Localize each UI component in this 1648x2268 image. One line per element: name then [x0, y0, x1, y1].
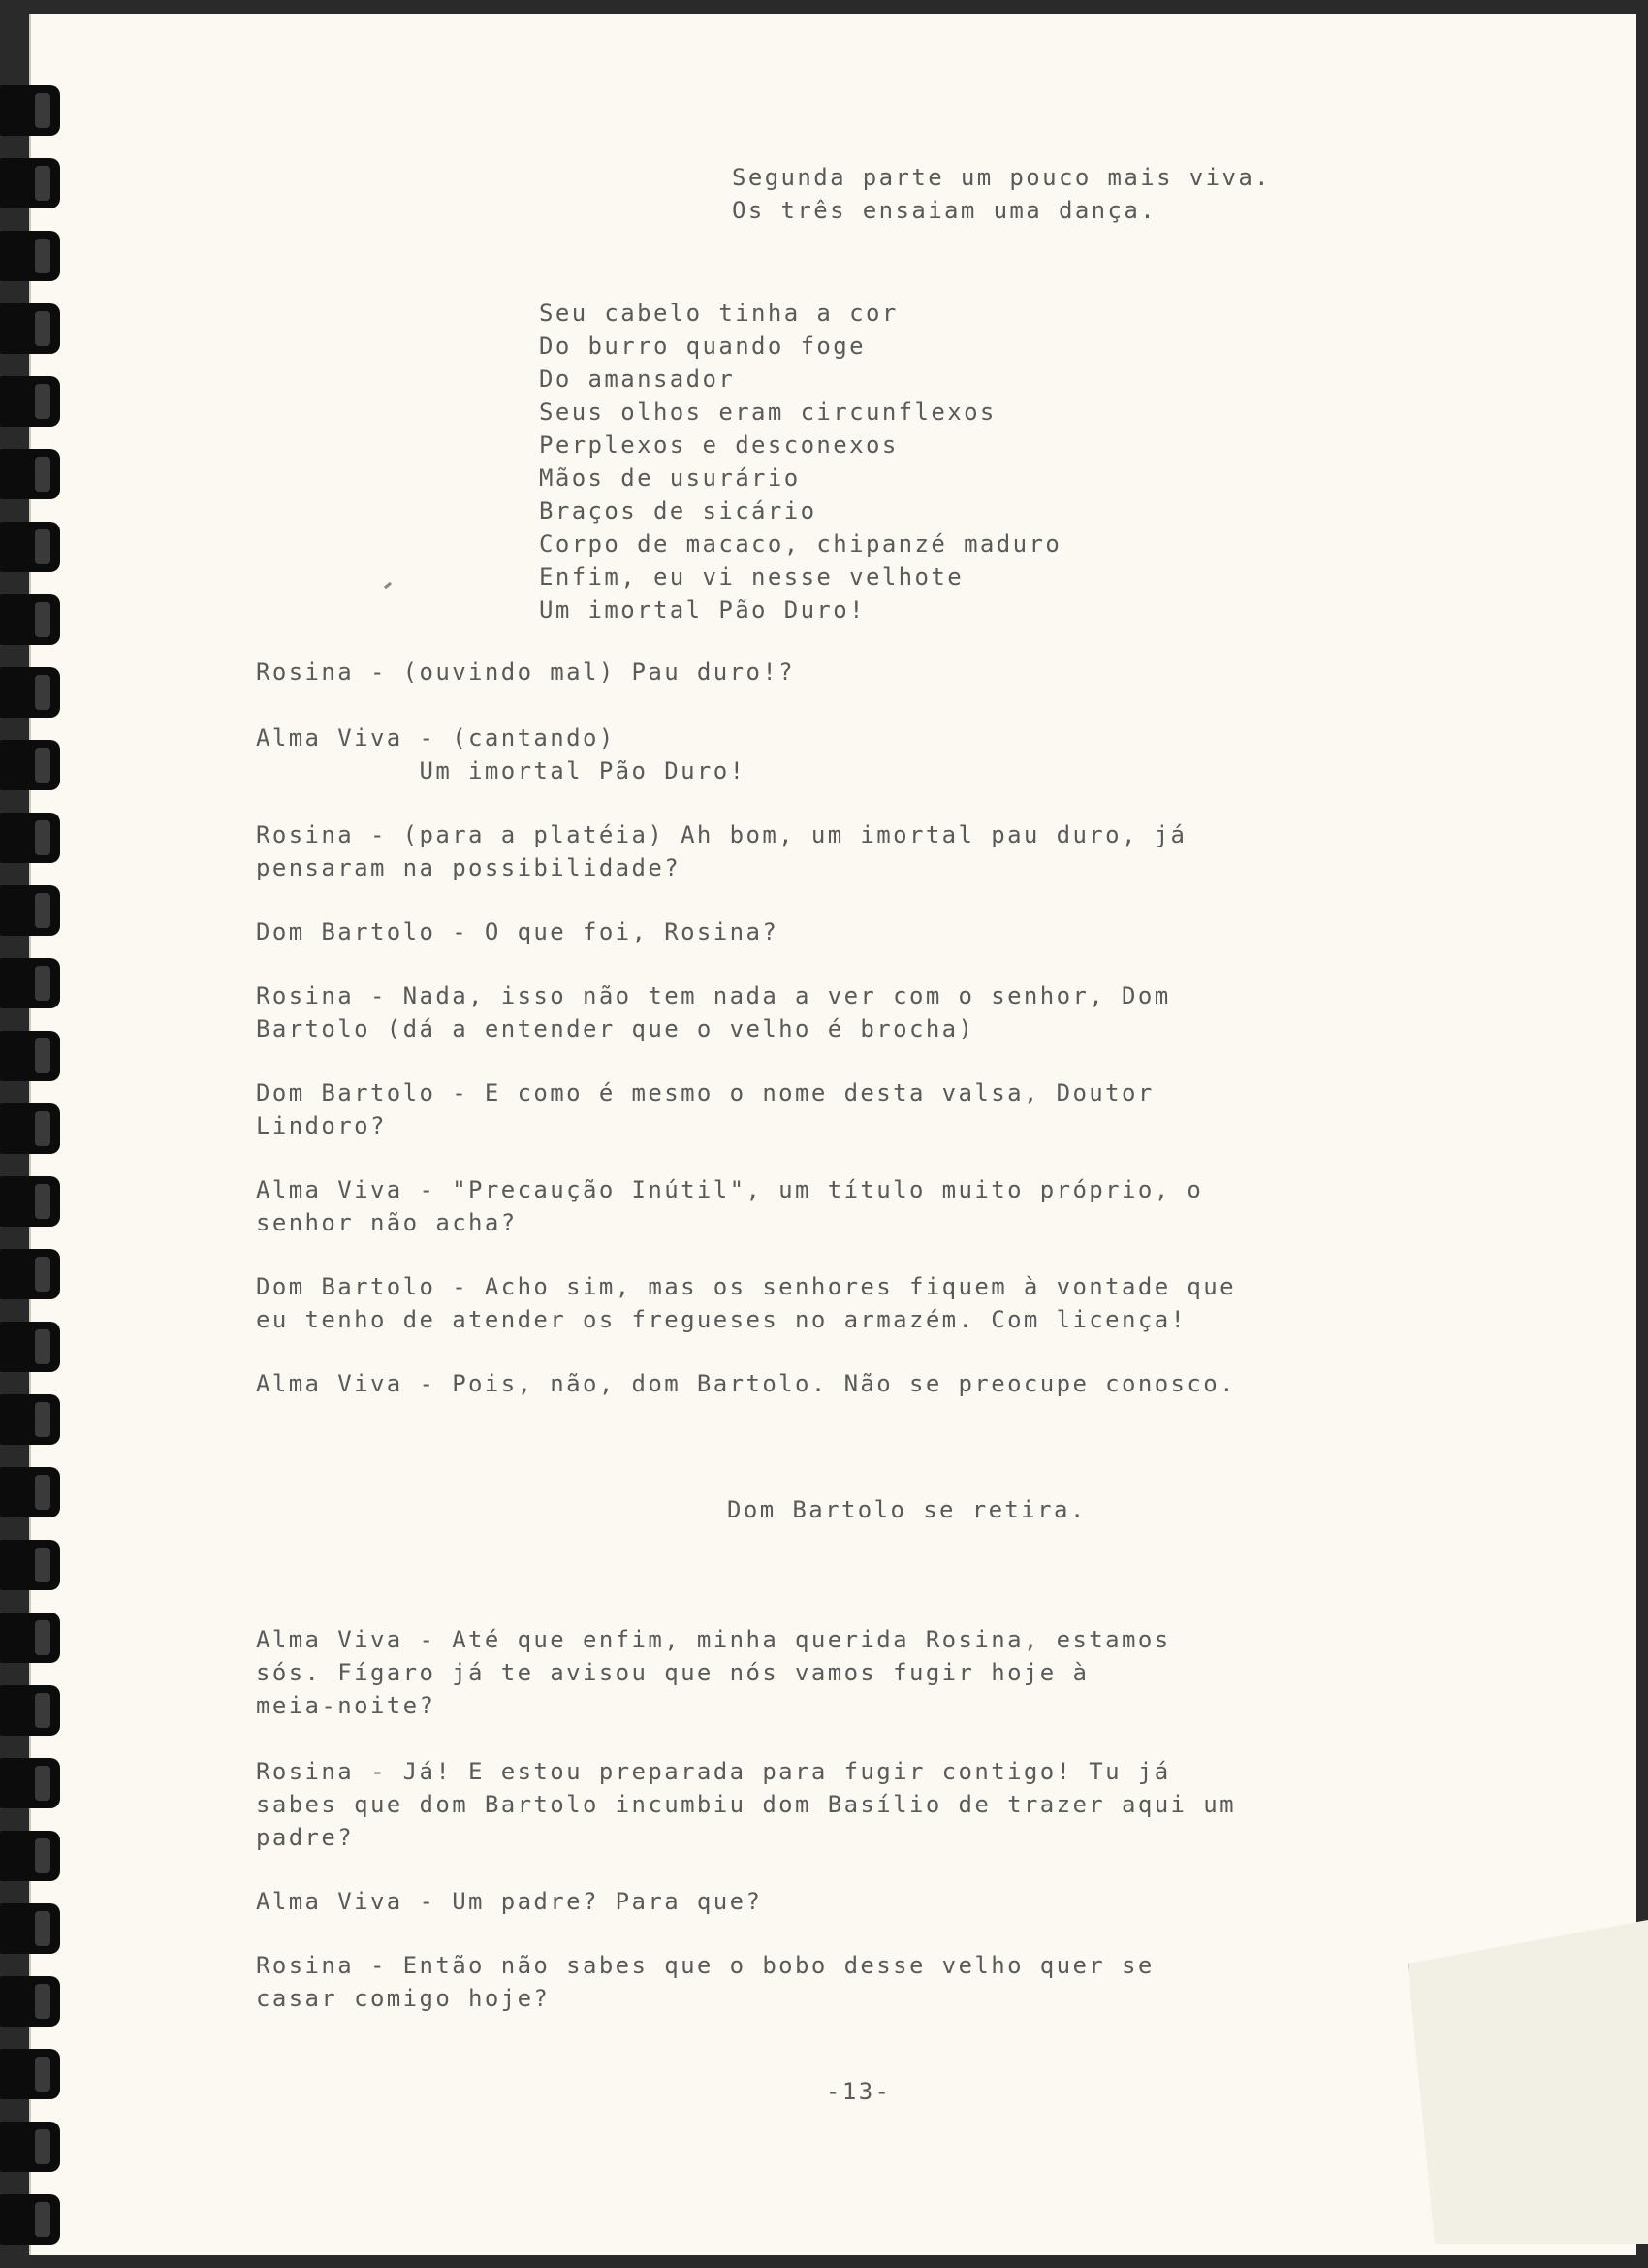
song-line: Um imortal Pão Duro!: [539, 596, 866, 623]
page-number: -13-: [826, 2078, 892, 2105]
dialogue-line: Rosina - Já! E estou preparada para fugir contigo! Tu já: [256, 1758, 1171, 1785]
dialogue-line: Dom Bartolo - O que foi, Rosina?: [256, 918, 779, 945]
song-line: Seu cabelo tinha a cor: [539, 300, 899, 327]
dialogue-line: Rosina - Nada, isso não tem nada a ver com o senhor, Dom: [256, 982, 1171, 1009]
binding-ring: [0, 1176, 60, 1227]
dialogue-line: padre?: [256, 1824, 355, 1851]
binding-ring: [0, 1322, 60, 1372]
dialogue-line: Rosina - (para a platéia) Ah bom, um imortal pau duro, já: [256, 821, 1188, 848]
dialogue-line: Dom Bartolo - Acho sim, mas os senhores fiquem à vontade que: [256, 1273, 1236, 1300]
dialogue-line: casar comigo hoje?: [256, 1985, 551, 2012]
binding-ring: [0, 885, 60, 936]
song-line: Seus olhos eram circunflexos: [539, 399, 997, 426]
binding-ring: [0, 1031, 60, 1081]
binding-ring: [0, 1685, 60, 1736]
dialogue-line: Alma Viva - Pois, não, dom Bartolo. Não se preocupe conosco.: [256, 1370, 1236, 1397]
binding-ring: [0, 594, 60, 645]
dialogue-line: Dom Bartolo - E como é mesmo o nome desta valsa, Doutor: [256, 1079, 1155, 1106]
binding-ring: [0, 158, 60, 208]
binding-ring: [0, 1758, 60, 1808]
binding-ring: [0, 813, 60, 863]
stage-direction-line: Os três ensaiam uma dança.: [732, 197, 1157, 224]
binding-ring: [0, 1394, 60, 1445]
song-line: Mãos de usurário: [539, 464, 801, 492]
binding-ring: [0, 667, 60, 718]
dialogue-line: Alma Viva - "Precaução Inútil", um título muito próprio, o: [256, 1176, 1204, 1203]
pencil-mark: [384, 582, 392, 589]
dialogue-line: sabes que dom Bartolo incumbiu dom Basílio de trazer aqui um: [256, 1791, 1236, 1818]
binding-ring: [0, 376, 60, 427]
binding-ring: [0, 1103, 60, 1154]
binding-ring: [0, 303, 60, 354]
binding-ring: [0, 1976, 60, 2027]
song-line: Do burro quando foge: [539, 333, 866, 360]
stage-direction-line: Segunda parte um pouco mais viva.: [732, 164, 1272, 191]
song-line: Braços de sicário: [539, 497, 817, 525]
folded-corner: [1408, 1914, 1648, 2244]
binding-ring: [0, 85, 60, 136]
dialogue-line: sós. Fígaro já te avisou que nós vamos fugir hoje à: [256, 1659, 1090, 1686]
binding-ring: [0, 2122, 60, 2172]
dialogue-line: Lindoro?: [256, 1112, 387, 1139]
song-line: Corpo de macaco, chipanzé maduro: [539, 530, 1062, 558]
binding-ring: [0, 1540, 60, 1590]
dialogue-line: eu tenho de atender os fregueses no armazém. Com licença!: [256, 1306, 1188, 1333]
dialogue-line: senhor não acha?: [256, 1209, 518, 1236]
binding-ring: [0, 1467, 60, 1517]
script-page: [29, 14, 1636, 2255]
binding-ring: [0, 522, 60, 572]
dialogue-line: Bartolo (dá a entender que o velho é brocha): [256, 1015, 975, 1042]
stage-direction-exit: Dom Bartolo se retira.: [727, 1496, 1087, 1523]
binding-ring: [0, 449, 60, 499]
binding-ring: [0, 1613, 60, 1663]
binding-ring: [0, 740, 60, 790]
dialogue-line: meia-noite?: [256, 1692, 436, 1719]
binding-ring: [0, 1831, 60, 1881]
binding-ring: [0, 1903, 60, 1954]
binding-ring: [0, 1249, 60, 1299]
binding-ring: [0, 2194, 60, 2245]
dialogue-line: Alma Viva - Um padre? Para que?: [256, 1888, 763, 1915]
song-line: Perplexos e desconexos: [539, 431, 899, 459]
dialogue-line: Rosina - Então não sabes que o bobo desse velho quer se: [256, 1952, 1155, 1979]
binding-ring: [0, 231, 60, 281]
dialogue-line: Um imortal Pão Duro!: [256, 757, 746, 784]
spiral-binding: [0, 0, 97, 2268]
dialogue-line: Alma Viva - Até que enfim, minha querida Rosina, estamos: [256, 1626, 1171, 1653]
binding-ring: [0, 2049, 60, 2099]
dialogue-line: pensaram na possibilidade?: [256, 854, 681, 881]
dialogue-line: Rosina - (ouvindo mal) Pau duro!?: [256, 658, 796, 686]
dialogue-line: Alma Viva - (cantando): [256, 724, 616, 751]
song-line: Do amansador: [539, 366, 736, 393]
song-line: Enfim, eu vi nesse velhote: [539, 563, 965, 591]
binding-ring: [0, 958, 60, 1008]
